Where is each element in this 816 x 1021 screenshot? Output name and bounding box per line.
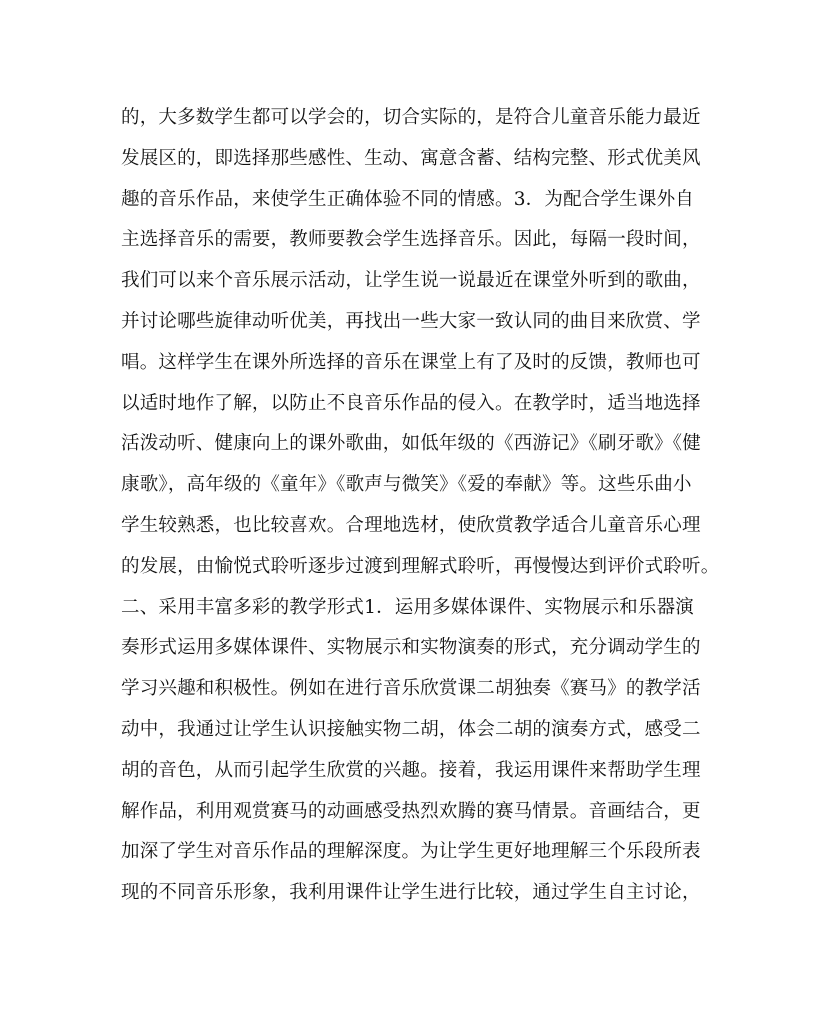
text-line: 我们可以来个音乐展示活动，让学生说一说最近在课堂外听到的歌曲，	[121, 270, 701, 292]
text-line: 主选择音乐的需要，教师要教会学生选择音乐。因此，每隔一段时间，	[121, 229, 701, 251]
text-line: 加深了学生对音乐作品的理解深度。为让学生更好地理解三个乐段所表	[121, 841, 701, 863]
text-line: 唱。这样学生在课外所选择的音乐在课堂上有了及时的反馈，教师也可	[121, 351, 701, 373]
text-line: 解作品，利用观赏赛马的动画感受热烈欢腾的赛马情景。音画结合，更	[121, 800, 701, 822]
text-line: 活泼动听、健康向上的课外歌曲，如低年级的《西游记》《刷牙歌》《健	[121, 433, 701, 455]
text-line: 奏形式运用多媒体课件、实物展示和实物演奏的形式，充分调动学生的	[121, 637, 701, 659]
text-line: 发展区的，即选择那些感性、生动、寓意含蓄、结构完整、形式优美风	[121, 147, 701, 169]
text-line: 的，大多数学生都可以学会的，切合实际的，是符合儿童音乐能力最近	[121, 107, 701, 128]
text-line: 的发展，由愉悦式聆听逐步过渡到理解式聆听，再慢慢达到评价式聆听。	[121, 555, 720, 577]
text-line: 学习兴趣和积极性。例如在进行音乐欣赏课二胡独奏《赛马》的教学活	[121, 678, 701, 700]
text-line: 动中，我通过让学生认识接触实物二胡，体会二胡的演奏方式，感受二	[121, 718, 701, 740]
body-text	[121, 98, 720, 914]
text-line: 并讨论哪些旋律动听优美，再找出一些大家一致认同的曲目来欣赏、学	[121, 310, 701, 332]
text-line: 二、采用丰富多彩的教学形式1．运用多媒体课件、实物展示和乐器演	[121, 596, 694, 618]
text-line: 以适时地作了解，以防止不良音乐作品的侵入。在教学时，适当地选择	[121, 392, 701, 414]
text-line: 胡的音色，从而引起学生欣赏的兴趣。接着，我运用课件来帮助学生理	[121, 759, 701, 781]
text-line: 现的不同音乐形象，我利用课件让学生进行比较，通过学生自主讨论，	[121, 882, 701, 904]
text-line: 学生较熟悉，也比较喜欢。合理地选材，使欣赏教学适合儿童音乐心理	[121, 514, 701, 536]
text-line: 康歌》，高年级的《童年》《歌声与微笑》《爱的奉献》等。这些乐曲小	[121, 474, 692, 496]
text-line: 趣的音乐作品，来使学生正确体验不同的情感。3．为配合学生课外自	[121, 188, 694, 210]
